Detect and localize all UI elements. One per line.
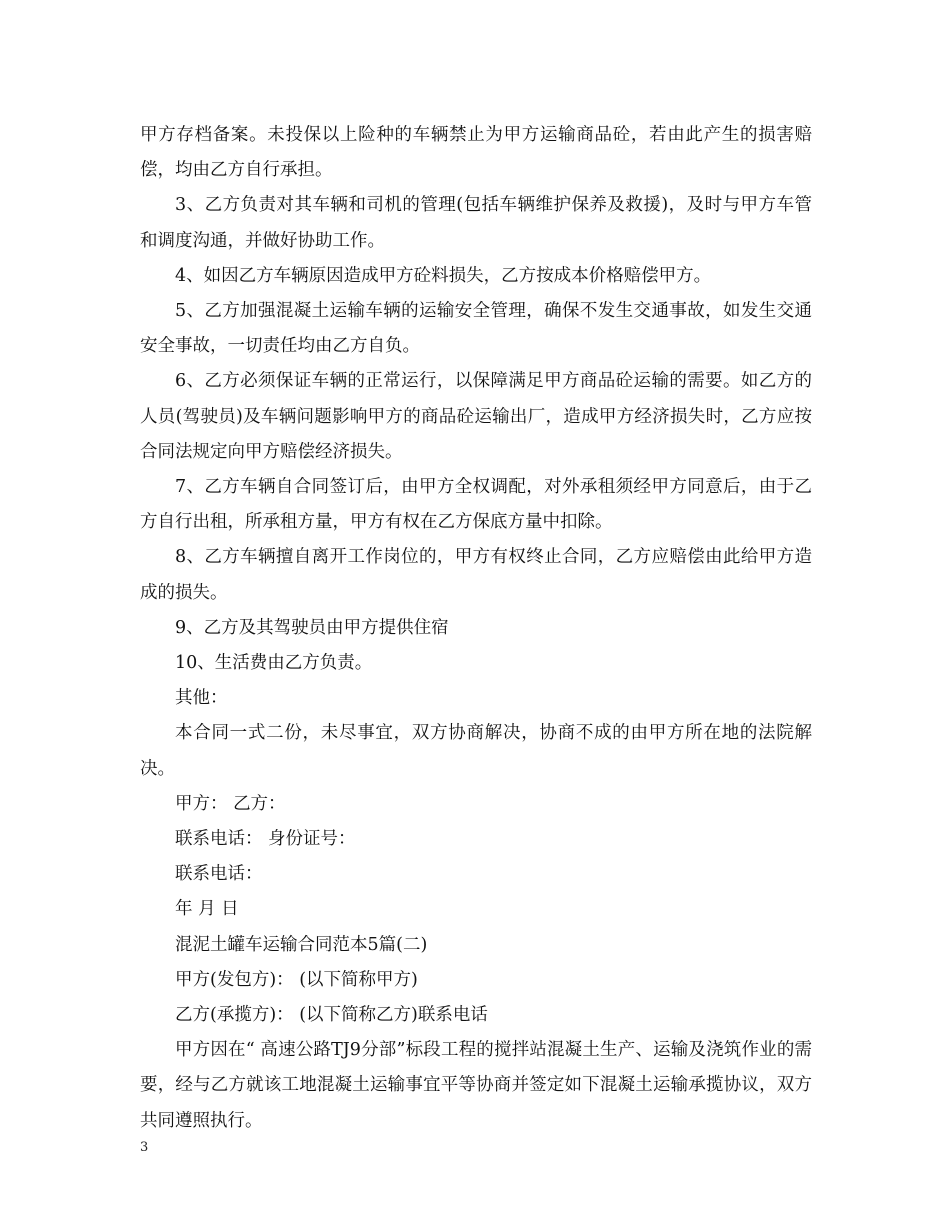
paragraph-clause-10: 10、生活费由乙方负责。 [175, 653, 373, 674]
paragraph-clause-4: 4、如因乙方车辆原因造成甲方砼料损失，乙方按成本价格赔偿甲方。 [175, 265, 712, 286]
paragraph-clause-3: 3、乙方负责对其车辆和司机的管理(包括车辆维护保养及救援)，及时与甲方车管和调度沟通，并做好协助工作。 [140, 195, 812, 251]
paragraph-clause-5: 5、乙方加强混凝土运输车辆的运输安全管理，确保不发生交通事故，如发生交通安全事故，一切责任均由乙方自负。 [140, 301, 812, 357]
paragraph-contract-copies: 本合同一式二份，未尽事宜，双方协商解决，协商不成的由甲方所在地的法院解决。 [140, 723, 812, 779]
signature-contact-id: 联系电话： 身份证号： [175, 829, 356, 850]
party-a-line: 甲方(发包方)： (以下简称甲方) [175, 969, 418, 990]
paragraph-1: 甲方存档备案。未投保以上险种的车辆禁止为甲方运输商品砼，若由此产生的损害赔偿，均由乙方自行承担。 [140, 125, 812, 181]
party-b-line: 乙方(承揽方)： (以下简称乙方)联系电话 [175, 1005, 488, 1026]
signature-date: 年 月 日 [175, 899, 239, 920]
document-body [140, 118, 812, 1139]
page-number: 3 [140, 1140, 149, 1155]
paragraph-clause-7: 7、乙方车辆自合同签订后，由甲方全权调配，对外承租须经甲方同意后，由于乙方自行出租，所承租方量，甲方有权在乙方保底方量中扣除。 [140, 477, 812, 533]
paragraph-clause-9: 9、乙方及其驾驶员由甲方提供住宿 [175, 617, 449, 638]
paragraph-other-heading: 其他： [175, 688, 228, 709]
section-title: 混泥土罐车运输合同范本5篇(二) [175, 934, 428, 955]
signature-contact: 联系电话： [175, 864, 263, 885]
paragraph-clause-8: 8、乙方车辆擅自离开工作岗位的，甲方有权终止合同，乙方应赔偿由此给甲方造成的损失。 [140, 547, 812, 603]
paragraph-clause-6: 6、乙方必须保证车辆的正常运行，以保障满足甲方商品砼运输的需要。如乙方的人员(驾驶员)及车辆问题影响甲方的商品砼运输出厂，造成甲方经济损失时，乙方应按合同法规定向甲方赔偿经济损失。 [140, 371, 812, 462]
signature-parties: 甲方： 乙方： [175, 793, 286, 814]
paragraph-intro: 甲方因在“ 高速公路TJ9分部”标段工程的搅拌站混凝土生产、运输及浇筑作业的需要，经与乙方就该工地混凝土运输事宜平等协商并签定如下混凝土运输承揽协议，双方共同遵照执行。 [140, 1040, 812, 1131]
